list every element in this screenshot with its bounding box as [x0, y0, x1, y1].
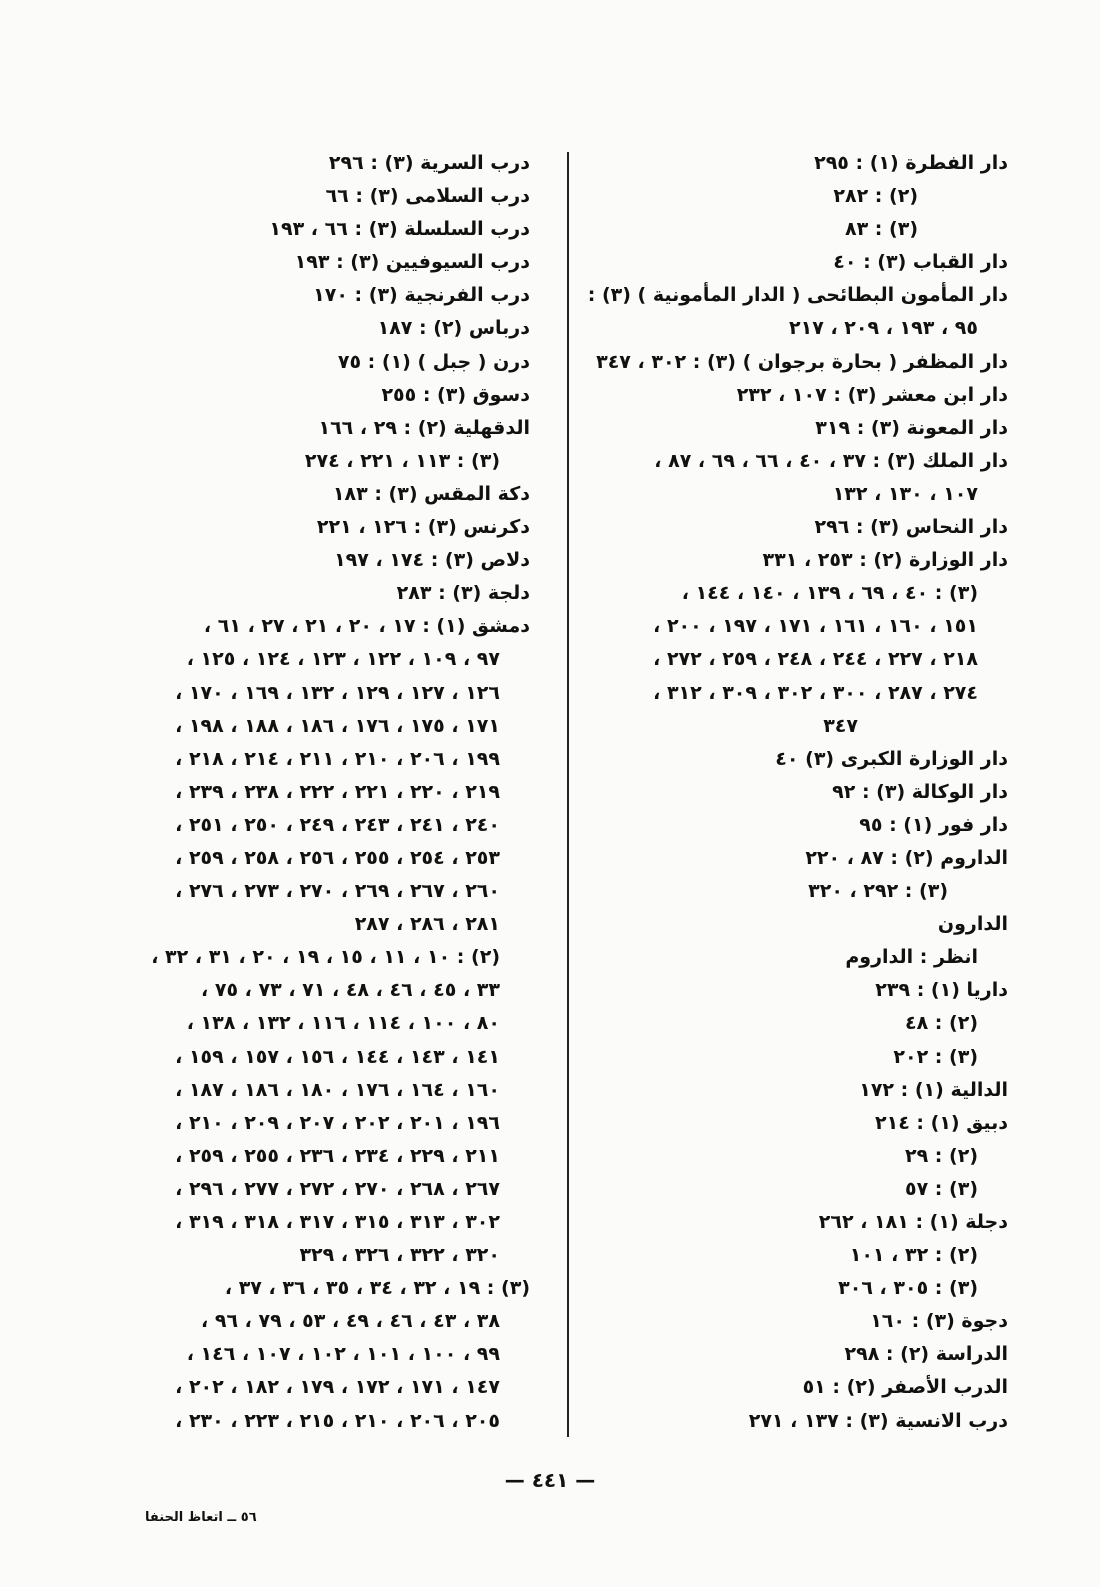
- footer-signature: ٥٦ ــ اتعاظ الحنفا: [145, 1510, 257, 1525]
- page-number: — ٤٤١ —: [504, 1468, 596, 1492]
- index-entry: ١٤٧ ، ١٧١ ، ١٧٢ ، ١٧٩ ، ١٨٢ ، ٢٠٢ ،: [175, 1376, 500, 1399]
- index-entry: (٣) : ٥٧: [904, 1177, 978, 1200]
- index-entry: ١٩٦ ، ٢٠١ ، ٢٠٢ ، ٢٠٧ ، ٢٠٩ ، ٢١٠ ،: [175, 1111, 500, 1134]
- index-entry: دجوة (٣) : ١٦٠: [870, 1310, 1008, 1333]
- index-entry: ٨٠ ، ١٠٠ ، ١١٤ ، ١١٦ ، ١٣٢ ، ١٣٨ ،: [186, 1012, 500, 1035]
- index-entry: دلجة (٣) : ٢٨٣: [396, 582, 530, 605]
- index-entry: ١٤١ ، ١٤٣ ، ١٤٤ ، ١٥٦ ، ١٥٧ ، ١٥٩ ،: [175, 1045, 500, 1068]
- index-entry: ٢٠٥ ، ٢٠٦ ، ٢١٠ ، ٢١٥ ، ٢٢٣ ، ٢٣٠ ،: [175, 1409, 500, 1432]
- index-entry: دار القباب (٣) : ٤٠: [833, 251, 1008, 274]
- index-entry: ٢٧٤ ، ٢٨٧ ، ٣٠٠ ، ٣٠٢ ، ٣٠٩ ، ٣١٢ ،: [653, 681, 978, 704]
- index-entry: (٢) : ٣٢ ، ١٠١: [849, 1244, 978, 1267]
- index-entry: ١٥١ ، ١٦٠ ، ١٦١ ، ١٧١ ، ١٩٧ ، ٢٠٠ ،: [653, 615, 978, 638]
- index-entry: ٩٩ ، ١٠٠ ، ١٠١ ، ١٠٢ ، ١٠٧ ، ١٤٦ ،: [186, 1343, 500, 1366]
- index-entry: (٣) : ٤٠ ، ٦٩ ، ١٣٩ ، ١٤٠ ، ١٤٤ ،: [681, 582, 978, 605]
- index-entry: دسوق (٣) : ٢٥٥: [381, 383, 530, 406]
- index-entry: الداروم (٢) : ٨٧ ، ٢٢٠: [805, 846, 1008, 869]
- index-entry: درب السيوفيين (٣) : ١٩٣: [294, 251, 530, 274]
- index-entry: ١٧١ ، ١٧٥ ، ١٧٦ ، ١٨٦ ، ١٨٨ ، ١٩٨ ،: [175, 714, 500, 737]
- index-entry: دار الوزارة الكبرى (٣) ٤٠: [775, 747, 1008, 770]
- index-entry: (٣) : ٢٩٢ ، ٣٢٠: [808, 880, 948, 903]
- index-entry: ٩٧ ، ١٠٩ ، ١٢٢ ، ١٢٣ ، ١٢٤ ، ١٢٥ ،: [186, 648, 500, 671]
- index-entry: دار المأمون البطائحى ( الدار المأمونية ) (٣) :: [587, 284, 1008, 307]
- index-entry: دار ابن معشر (٣) : ١٠٧ ، ٢٣٢: [736, 383, 1008, 406]
- index-entry: (٢) : ١٠ ، ١١ ، ١٥ ، ١٩ ، ٢٠ ، ٣١ ، ٣٢ ،: [151, 946, 500, 969]
- index-entry: الدارون: [937, 913, 1008, 936]
- index-entry: دار الفطرة (١) : ٢٩٥: [814, 152, 1008, 174]
- index-entry: ٢١٩ ، ٢٢٠ ، ٢٢١ ، ٢٢٢ ، ٢٣٨ ، ٢٣٩ ،: [175, 780, 500, 803]
- index-entry: الدرب الأصفر (٢) : ٥١: [802, 1376, 1008, 1399]
- index-entry: دار المظفر ( بحارة برجوان ) (٣) : ٣٠٢ ، ٣٤٧: [596, 350, 1008, 373]
- index-entry: ٢٥٣ ، ٢٥٤ ، ٢٥٥ ، ٢٥٦ ، ٢٥٨ ، ٢٥٩ ،: [175, 846, 500, 869]
- index-entry: الدقهلية (٢) : ٢٩ ، ١٦٦: [318, 416, 530, 439]
- index-entry: الدالية (١) : ١٧٢: [859, 1078, 1008, 1101]
- index-entry: ٣٨ ، ٤٣ ، ٤٦ ، ٤٩ ، ٥٣ ، ٧٩ ، ٩٦ ،: [201, 1310, 500, 1333]
- index-entry: دكرنس (٣) : ١٢٦ ، ٢٢١: [316, 516, 530, 539]
- index-entry: (٢) : ٤٨: [904, 1012, 978, 1035]
- index-entry: (٢) : ٢٩: [904, 1144, 978, 1167]
- index-entry: دار الوزارة (٢) : ٢٥٣ ، ٣٣١: [762, 549, 1008, 572]
- index-entry: ٢٦٧ ، ٢٦٨ ، ٢٧٠ ، ٢٧٢ ، ٢٧٧ ، ٢٩٦ ،: [175, 1177, 500, 1200]
- index-entry: ٢٤٠ ، ٢٤١ ، ٢٤٣ ، ٢٤٩ ، ٢٥٠ ، ٢٥١ ،: [175, 813, 500, 836]
- column-divider: [567, 152, 569, 1437]
- index-entry: الدراسة (٢) : ٢٩٨: [844, 1343, 1008, 1366]
- index-entry: دكة المقس (٣) : ١٨٣: [332, 482, 530, 505]
- index-entry: (٣) : ٨٣: [844, 218, 918, 241]
- index-entry: ٣٤٧: [823, 714, 858, 737]
- index-entry: انظر : الداروم: [845, 946, 978, 969]
- index-entry: ٣٠٢ ، ٣١٣ ، ٣١٥ ، ٣١٧ ، ٣١٨ ، ٣١٩ ،: [175, 1211, 500, 1233]
- index-entry: درب السلامى (٣) : ٦٦: [325, 185, 530, 208]
- index-entry: ٢٨١ ، ٢٨٦ ، ٢٨٧: [354, 913, 500, 936]
- right-column: [568, 147, 1008, 1438]
- index-entry: درب الانسية (٣) : ١٣٧ ، ٢٧١: [748, 1409, 1008, 1432]
- index-entry: (٣) : ١٩ ، ٣٢ ، ٣٤ ، ٣٥ ، ٣٦ ، ٣٧ ،: [224, 1277, 530, 1300]
- index-entry: دلاص (٣) : ١٧٤ ، ١٩٧: [334, 549, 530, 572]
- index-entry: ٢١٨ ، ٢٢٧ ، ٢٤٤ ، ٢٤٨ ، ٢٥٩ ، ٢٧٢ ،: [653, 648, 978, 671]
- index-entry: دار الوكالة (٣) : ٩٢: [832, 780, 1008, 803]
- index-entry: دبيق (١) : ٢١٤: [875, 1111, 1008, 1134]
- index-entry: درب السرية (٣) : ٢٩٦: [328, 152, 530, 174]
- index-entry: درب السلسلة (٣) : ٦٦ ، ١٩٣: [269, 218, 530, 241]
- index-entry: درب الفرنجية (٣) : ١٧٠: [313, 284, 530, 307]
- index-entry: دار المعونة (٣) : ٣١٩: [815, 416, 1008, 439]
- index-entry: ٢١١ ، ٢٢٩ ، ٢٣٤ ، ٢٣٦ ، ٢٥٥ ، ٢٥٩ ،: [175, 1144, 500, 1167]
- index-entry: ١٠٧ ، ١٣٠ ، ١٣٢: [832, 482, 978, 505]
- index-entry: ٢٦٠ ، ٢٦٧ ، ٢٦٩ ، ٢٧٠ ، ٢٧٣ ، ٢٧٦ ،: [175, 880, 500, 903]
- index-entry: درن ( جبل ) (١) : ٧٥: [337, 350, 530, 373]
- index-entry: دار فور (١) : ٩٥: [859, 813, 1008, 836]
- index-entry: (٢) : ٢٨٢: [833, 185, 918, 208]
- index-entry: ١٩٩ ، ٢٠٦ ، ٢١٠ ، ٢١١ ، ٢١٤ ، ٢١٨ ،: [175, 747, 500, 770]
- index-entry: دار النحاس (٣) : ٢٩٦: [814, 516, 1008, 539]
- index-entry: ٩٥ ، ١٩٣ ، ٢٠٩ ، ٢١٧: [789, 317, 978, 340]
- index-entry: ١٦٠ ، ١٦٤ ، ١٧٦ ، ١٨٠ ، ١٨٦ ، ١٨٧ ،: [175, 1078, 500, 1101]
- index-entry: دمشق (١) : ١٧ ، ٢٠ ، ٢١ ، ٢٧ ، ٦١ ،: [203, 615, 530, 638]
- index-entry: ١٢٦ ، ١٢٧ ، ١٢٩ ، ١٣٢ ، ١٦٩ ، ١٧٠ ،: [175, 681, 500, 704]
- index-entry: ٣٣ ، ٤٥ ، ٤٦ ، ٤٨ ، ٧١ ، ٧٣ ، ٧٥ ،: [201, 979, 500, 1002]
- index-entry: دجلة (١) : ١٨١ ، ٢٦٢: [818, 1211, 1008, 1233]
- index-entry: درباس (٢) : ١٨٧: [377, 317, 530, 340]
- index-entry: (٣) : ٣٠٥ ، ٣٠٦: [838, 1277, 978, 1300]
- index-entry: (٣) : ١١٣ ، ٢٢١ ، ٢٧٤: [304, 449, 500, 472]
- index-entry: ٣٢٠ ، ٣٢٢ ، ٣٢٦ ، ٣٢٩: [299, 1244, 500, 1267]
- index-entry: دار الملك (٣) : ٣٧ ، ٤٠ ، ٦٦ ، ٦٩ ، ٨٧ ،: [654, 449, 1008, 472]
- left-column: [55, 147, 530, 1438]
- index-entry: (٣) : ٢٠٢: [893, 1045, 978, 1068]
- index-entry: داريا (١) : ٢٣٩: [875, 979, 1008, 1002]
